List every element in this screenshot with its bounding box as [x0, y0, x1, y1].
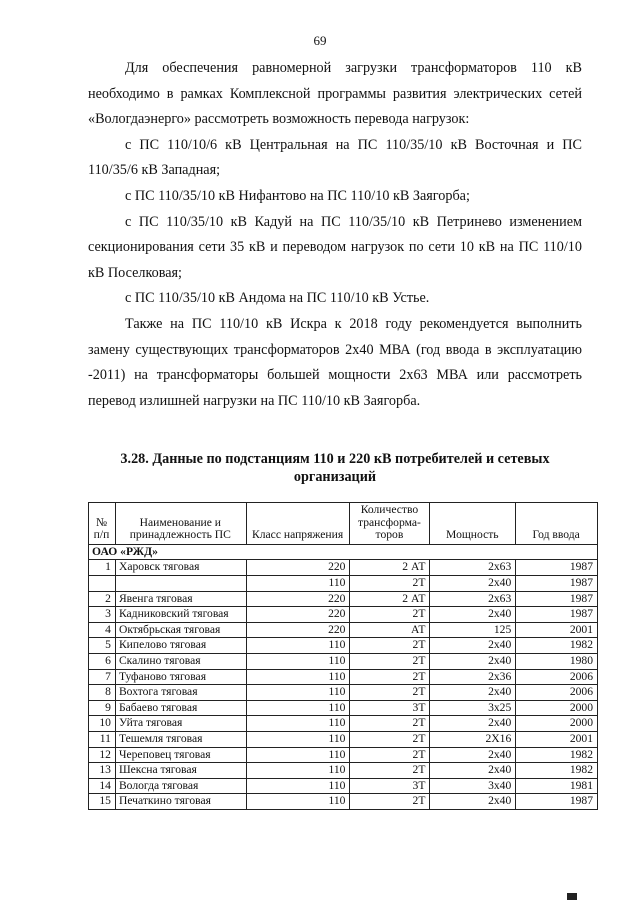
- cell-voltage: 110: [246, 747, 350, 763]
- header-year: Год ввода: [516, 503, 598, 545]
- cell-num: 3: [89, 607, 116, 623]
- cell-year: 1987: [516, 575, 598, 591]
- cell-name: [115, 575, 246, 591]
- cell-count: АТ: [350, 622, 430, 638]
- table-row: [89, 560, 598, 576]
- cell-count: 2Т: [350, 731, 430, 747]
- cell-name: Кипелово тяговая: [115, 638, 246, 654]
- cell-voltage: 220: [246, 607, 350, 623]
- cell-power: 2х40: [430, 685, 516, 701]
- cell-year: 2006: [516, 685, 598, 701]
- cell-year: 2006: [516, 669, 598, 685]
- table-row: [89, 794, 598, 810]
- cell-voltage: 220: [246, 591, 350, 607]
- cell-year: 1987: [516, 794, 598, 810]
- cell-num: 1: [89, 560, 116, 576]
- cell-power: 2х40: [430, 575, 516, 591]
- cell-count: 2Т: [350, 669, 430, 685]
- table-row: [89, 763, 598, 779]
- table-row: [89, 607, 598, 623]
- cell-voltage: 110: [246, 731, 350, 747]
- cell-count: 2Т: [350, 638, 430, 654]
- table-row: [89, 591, 598, 607]
- cell-year: 2000: [516, 716, 598, 732]
- cell-power: 2х40: [430, 747, 516, 763]
- cell-name: Октябрьская тяговая: [115, 622, 246, 638]
- cell-num: 6: [89, 653, 116, 669]
- cell-num: 10: [89, 716, 116, 732]
- table-row: [89, 700, 598, 716]
- table-row: [89, 778, 598, 794]
- substations-table: [88, 502, 598, 810]
- body-text: [88, 56, 582, 414]
- cell-voltage: 110: [246, 716, 350, 732]
- cell-num: 11: [89, 731, 116, 747]
- cell-count: 2Т: [350, 747, 430, 763]
- cell-num: [89, 575, 116, 591]
- cell-year: 2001: [516, 622, 598, 638]
- header-num: № п/п: [89, 503, 116, 545]
- table-row: [89, 622, 598, 638]
- table-row: [89, 731, 598, 747]
- cell-power: 2х63: [430, 591, 516, 607]
- cell-year: 1982: [516, 763, 598, 779]
- cell-power: 3х40: [430, 778, 516, 794]
- cell-voltage: 110: [246, 575, 350, 591]
- cell-num: 13: [89, 763, 116, 779]
- cell-num: 15: [89, 794, 116, 810]
- cell-name: Туфаново тяговая: [115, 669, 246, 685]
- cell-count: 2Т: [350, 794, 430, 810]
- cell-voltage: 110: [246, 685, 350, 701]
- cell-count: 2Т: [350, 607, 430, 623]
- table-header-row: [89, 503, 598, 545]
- cell-count: 2 АТ: [350, 560, 430, 576]
- cell-year: 1982: [516, 638, 598, 654]
- cell-voltage: 110: [246, 653, 350, 669]
- table-row: [89, 638, 598, 654]
- cell-power: 2х63: [430, 560, 516, 576]
- cell-voltage: 220: [246, 560, 350, 576]
- cell-year: 1987: [516, 560, 598, 576]
- cell-name: Череповец тяговая: [115, 747, 246, 763]
- cell-year: 2001: [516, 731, 598, 747]
- cell-num: 5: [89, 638, 116, 654]
- paragraph-transfer-1: с ПС 110/10/6 кВ Центральная на ПС 110/35/10 кВ Восточная и ПС 110/35/6 кВ Западная;: [88, 136, 582, 179]
- cell-num: 7: [89, 669, 116, 685]
- cell-name: Бабаево тяговая: [115, 700, 246, 716]
- table-row: [89, 685, 598, 701]
- cell-count: 2 АТ: [350, 591, 430, 607]
- cell-voltage: 110: [246, 669, 350, 685]
- table-row: [89, 747, 598, 763]
- cell-name: Харовск тяговая: [115, 560, 246, 576]
- cell-num: 8: [89, 685, 116, 701]
- cell-num: 9: [89, 700, 116, 716]
- cell-power: 2х40: [430, 716, 516, 732]
- cell-name: Печаткино тяговая: [115, 794, 246, 810]
- cell-name: Кадниковский тяговая: [115, 607, 246, 623]
- cell-voltage: 110: [246, 794, 350, 810]
- cell-year: 1981: [516, 778, 598, 794]
- cell-power: 2х40: [430, 607, 516, 623]
- cell-power: 2х40: [430, 638, 516, 654]
- cell-year: 1982: [516, 747, 598, 763]
- cell-power: 2Х16: [430, 731, 516, 747]
- table-row: [89, 716, 598, 732]
- page-number: 69: [313, 33, 327, 48]
- cell-count: 2Т: [350, 763, 430, 779]
- cell-num: 2: [89, 591, 116, 607]
- header-count: Количество трансформа-торов: [350, 503, 430, 545]
- header-name: Наименование и принадлежность ПС: [115, 503, 246, 545]
- cell-year: 1987: [516, 607, 598, 623]
- cell-name: Явенга тяговая: [115, 591, 246, 607]
- cell-num: 12: [89, 747, 116, 763]
- cell-num: 4: [89, 622, 116, 638]
- header-power: Мощность: [430, 503, 516, 545]
- cell-name: Шексна тяговая: [115, 763, 246, 779]
- cell-power: 2х36: [430, 669, 516, 685]
- cell-year: 1980: [516, 653, 598, 669]
- paragraph-recommendation: Также на ПС 110/10 кВ Искра к 2018 году рекомендуется выполнить замену существующих трансформаторов 2х40 МВА (год ввода в эксплуатацию -2011) на трансформаторы большей мощности 2х63 МВА или рассмотреть перевод излишней нагрузки на ПС 110/10 кВ Заягорба.: [88, 315, 582, 409]
- cell-power: 3х25: [430, 700, 516, 716]
- cell-year: 2000: [516, 700, 598, 716]
- paragraph-transfer-3: с ПС 110/35/10 кВ Кадуй на ПС 110/35/10 кВ Петринево изменением секционирования сети 35 кВ и переводом нагрузок по сети 10 кВ на ПС 110/10 кВ Поселковая;: [88, 213, 582, 281]
- cell-name: Уйта тяговая: [115, 716, 246, 732]
- cell-year: 1987: [516, 591, 598, 607]
- cell-name: Тешемля тяговая: [115, 731, 246, 747]
- cell-count: 2Т: [350, 685, 430, 701]
- table-row: [89, 669, 598, 685]
- cell-voltage: 110: [246, 700, 350, 716]
- corner-mark: [567, 893, 577, 900]
- cell-count: 2Т: [350, 575, 430, 591]
- cell-power: 2х40: [430, 653, 516, 669]
- cell-count: 3Т: [350, 700, 430, 716]
- group-row: [89, 544, 598, 560]
- section-heading: 3.28. Данные по подстанциям 110 и 220 кВ потребителей и сетевых организаций: [120, 451, 550, 485]
- cell-power: 2х40: [430, 763, 516, 779]
- cell-name: Скалино тяговая: [115, 653, 246, 669]
- table-row: [89, 575, 598, 591]
- cell-num: 14: [89, 778, 116, 794]
- cell-voltage: 220: [246, 622, 350, 638]
- cell-voltage: 110: [246, 638, 350, 654]
- cell-voltage: 110: [246, 763, 350, 779]
- paragraph-transfer-4: с ПС 110/35/10 кВ Андома на ПС 110/10 кВ Устье.: [125, 290, 430, 307]
- table-row: [89, 653, 598, 669]
- cell-count: 3Т: [350, 778, 430, 794]
- cell-power: 125: [430, 622, 516, 638]
- cell-power: 2х40: [430, 794, 516, 810]
- header-voltage: Класс напряжения: [246, 503, 350, 545]
- cell-name: Вологда тяговая: [115, 778, 246, 794]
- cell-count: 2Т: [350, 716, 430, 732]
- cell-count: 2Т: [350, 653, 430, 669]
- cell-voltage: 110: [246, 778, 350, 794]
- paragraph-intro: Для обеспечения равномерной загрузки трансформаторов 110 кВ необходимо в рамках Комплексной программы развития электрических сетей «Вологдаэнерго» рассмотреть возможность перевода нагрузок:: [88, 60, 582, 128]
- paragraph-transfer-2: с ПС 110/35/10 кВ Нифантово на ПС 110/10 кВ Заягорба;: [125, 187, 470, 204]
- group-label: ОАО «РЖД»: [89, 544, 598, 560]
- cell-name: Вохтога тяговая: [115, 685, 246, 701]
